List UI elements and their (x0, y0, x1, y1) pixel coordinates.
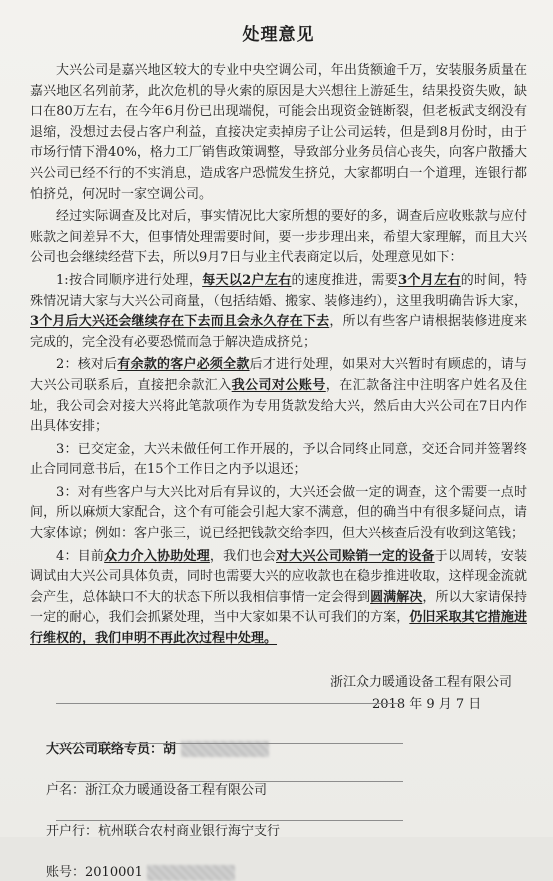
bank-value: 杭州联合农村商业银行海宁支行 (98, 824, 281, 840)
document-title: 处理意见 (242, 25, 315, 45)
item-3b: 3：对有些客户与大兴比对后有异议的，大兴还会做一定的调查，这个需要一点时间，所以麻烦大家配合，这个有可能会引起大家不满意，但的确当中有很多疑问点，请大家体谅；例如：客户张三，说已经把钱款交给李四，但大兴核查后没有收到这笔钱； (30, 484, 527, 542)
item-1-text-a: 1:按合同顺序进行处理， (56, 272, 203, 288)
item-2 (30, 355, 527, 437)
item-1-text-d: 的时间，特殊情况请大家与大兴公司商量，（包括结婚、搬家、装修违约），这里我明确告诉大家， (30, 272, 528, 309)
item-1-emphasis-continue: 3个月后大兴还会继续存在下去而且会永久存在下去 (30, 314, 330, 330)
liaison-row (46, 738, 527, 758)
liaison-divider (56, 703, 403, 704)
bank-row (46, 820, 527, 839)
item-4-emphasis-resolve: 圆满解决 (370, 589, 423, 605)
item-2-emphasis-full-payment: 有余款的客户必须全款 (117, 357, 250, 373)
liaison-label: 大兴公司联络专员：胡 (46, 741, 177, 757)
item-4-emphasis-intervene: 众力介入协助处理 (104, 548, 210, 564)
bank-divider (56, 781, 403, 782)
item-4-text-a: 4：目前 (56, 548, 105, 564)
redacted-account-digits (147, 865, 235, 881)
company-name: 浙江众力暖通设备工程有限公司 (330, 674, 513, 690)
item-1-emphasis-rate: 每天以2户左右 (202, 272, 292, 288)
item-4-emphasis-statement: 仍旧采取其它措施进行维权的，我们申明不再此次过程中处理。 (30, 610, 527, 647)
account-number-label: 账号： (46, 865, 86, 881)
item-4-emphasis-credit: 对大兴公司赊销一定的设备 (276, 548, 435, 564)
item-4-text-c: ，我们也会 (209, 548, 277, 564)
item-2-text-c: 后才进行处理，如果对大兴暂时有顾虑的，请与大兴公司联系后，直接把余款汇入 (30, 357, 527, 393)
item-2-text-a: 2：核对后 (56, 357, 118, 373)
item-1-text-c: 的速度推进，需要 (291, 272, 399, 288)
document-date: 2018 年 9 月 7 日 (372, 696, 482, 712)
item-1-text-e: ，所以有些客户请根据装修进度来完成的，完全没有必要恐慌而急于解决造成挤兑； (30, 314, 527, 350)
item-4-text-d: 于以周转，安装调试由大兴公司具体负责，同时也需要大兴的应收款也在稳步推进收取，这样现金流就会产生，总体缺口不大的状态下所以我相信事情一定会得到 (30, 548, 527, 605)
item-2-text-d: ，在汇款备注中注明客户姓名及住址，我公司会对接大兴将此笔款项作为专用货款发给大兴，然后由大兴公司在7日内作出具体安排； (30, 377, 527, 435)
account-number-row (46, 861, 527, 881)
account-number-value: 2010001 (85, 865, 143, 881)
item-4-text-e: ，所以大家请保持一定的耐心，我们会抓紧处理，当中大家如果不认可我们的方案， (30, 589, 527, 626)
signature-block (30, 672, 527, 716)
account-name-divider (56, 743, 403, 744)
item-4 (30, 547, 527, 650)
account-number-divider (56, 820, 403, 821)
paragraph-background: 大兴公司是嘉兴地区较大的专业中央空调公司，年出货额逾千万，安装服务质量在嘉兴地区名列前茅，此次危机的导火索的原因是大兴想往上游延生，结果投资失败，缺口在80万左右，在今年6月份已出现端倪，可能会出现资金链断裂，但老板武支纲没有退缩，没想过去侵占客户利益，直接决定卖掉房子让公司运转，但是到8月份时，由于市场行情下滑40%，格力工厂销售政策调整，导致部分业务员信心丧失，向客户散播大兴公司已经不行的不实消息，造成客户恐慌发生挤兑，大家都明白一个道理，连银行都怕挤兑，何况时一家空调公司。 (30, 63, 527, 202)
paragraph-investigation: 经过实际调查及比对后，事实情况比大家所想的要好的多，调查后应收账款与应付账款之间差异不大，但事情处理需要时间，要一步步理出来，希望大家理解，而且大兴公司也会继续经营下去，所以9月7日与业主代表商定以后，处理意见如下： (30, 209, 527, 266)
item-3: 3：已交定金，大兴未做任何工作开展的，予以合同终止同意，交还合同并签署终止合同同意书后，在15个工作日之内予以退还； (30, 441, 527, 478)
item-1 (30, 271, 527, 353)
item-1-emphasis-duration: 3个月左右 (398, 272, 461, 288)
item-2-emphasis-account: 我公司对公账号 (231, 377, 326, 393)
account-name-label: 户名： (46, 783, 86, 799)
bank-label: 开户行： (46, 824, 99, 840)
account-name-value: 浙江众力暖通设备工程有限公司 (85, 783, 268, 799)
